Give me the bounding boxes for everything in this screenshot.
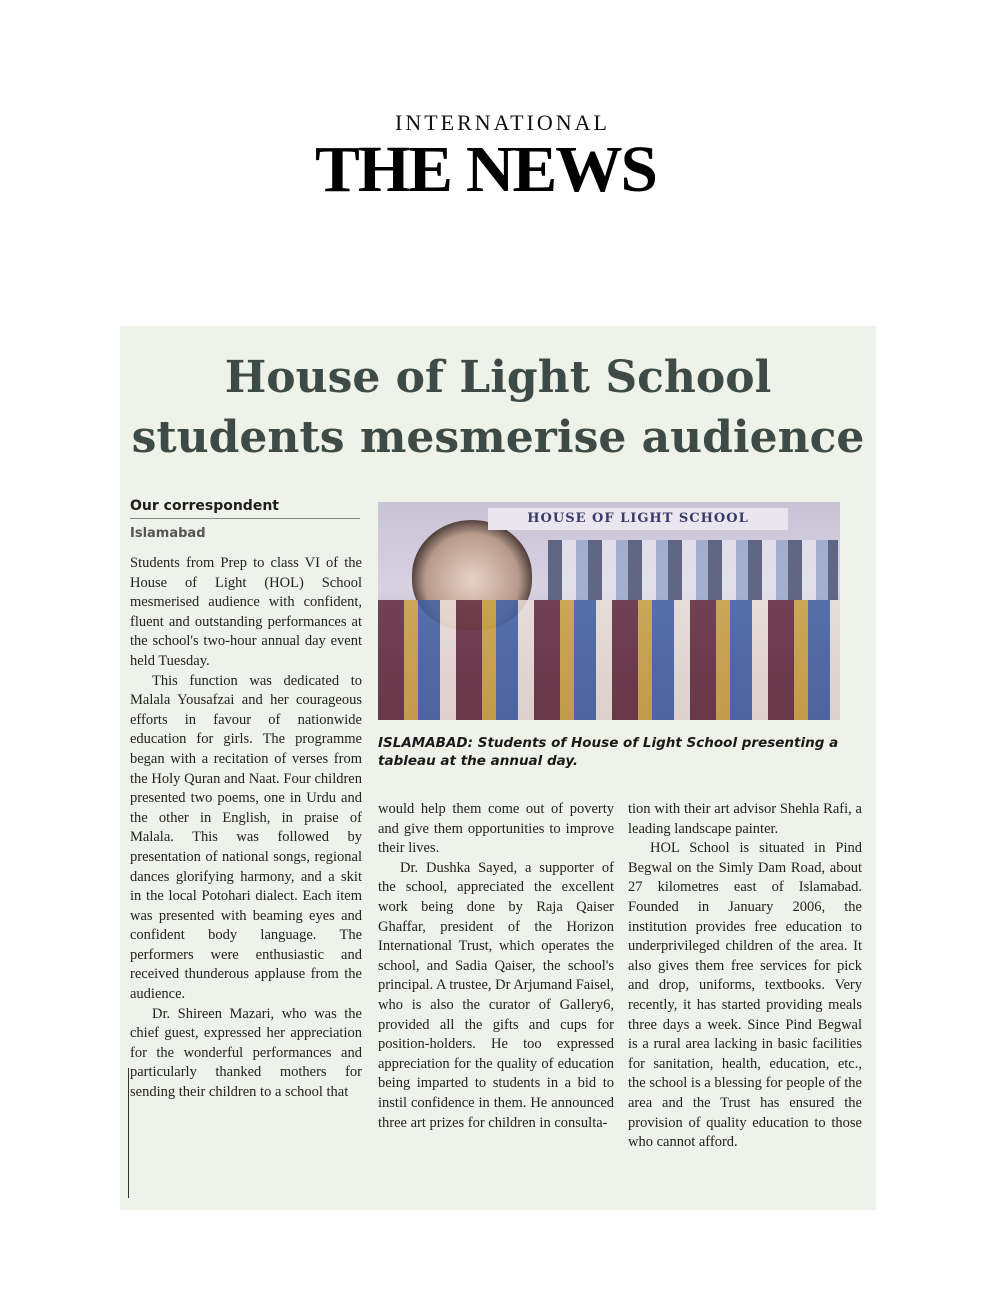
column-margin-line xyxy=(128,1068,129,1198)
article-photo xyxy=(378,502,840,720)
standing-students xyxy=(548,540,838,600)
paragraph: Students from Prep to class VI of the House of Light (HOL) School mesmerised audience with confident, fluent and outstanding performances at the school's two-hour annual day event held Tuesday. xyxy=(130,555,362,669)
photo-caption: ISLAMABAD: Students of House of Light School presenting a tableau at the annual day. xyxy=(378,735,839,769)
headline-line-1: House of Light School xyxy=(224,352,772,403)
newspaper-clipping xyxy=(120,326,876,1210)
paragraph: would help them come out of poverty and give them opportunities to improve their lives. xyxy=(378,801,614,857)
paragraph: HOL School is situated in Pind Begwal on the Simly Dam Road, about 27 kilometres east of Islamabad. Founded in January 2006, the institution provides free education to underprivileged children of the area. It also gives them free services for pick and drop, uniforms, textbooks. Very recently, it has started providing meals three days a week. Since Pind Begwal is a rural area lacking in basic facilities for sanitation, health, education, etc., the school is a blessing for people of the area and the Trust has ensured the provision of quality education to those who cannot afford. xyxy=(628,840,862,1151)
masthead-international: INTERNATIONAL xyxy=(395,110,610,135)
paragraph: tion with their art advisor Shehla Rafi, a leading landscape painter. xyxy=(628,801,862,837)
byline-rule xyxy=(130,518,360,519)
column-1 xyxy=(130,554,362,1103)
paragraph: Dr. Dushka Sayed, a supporter of the school, appreciated the excellent work being done by Raja Qaiser Ghaffar, president of the Horizon International Trust, which operates the school, and Sadia Qaiser, the school's principal. A trustee, Dr Arjumand Faisel, who is also the curator of Gallery6, provided all the gifts and cups for position-holders. He too expressed appreciation for the quality of education being imparted to students in a bid to instil confidence in them. He announced three art prizes for children in consulta- xyxy=(378,859,614,1131)
column-3 xyxy=(628,800,862,1153)
byline: Our correspondent xyxy=(130,498,279,514)
paragraph: This function was dedicated to Malala Yousafzai and her courageous efforts in favour of nationwide education for girls. The programme began with a recitation of verses from the Holy Quran and Naat. Four children presented two poems, one in Urdu and the other in English, in praise of Malala. This was followed by presentation of national songs, regional dances glorifying harmony, and a skit in the local Potohari dialect. Each item was presented with beaming eyes and confident body language. The performers were enthusiastic and received thunderous applause from the audience. xyxy=(130,672,362,1003)
column-2 xyxy=(378,800,614,1133)
paragraph: Dr. Shireen Mazari, who was the chief guest, expressed her appreciation for the wonderful performances and particularly thanked mothers for sending their children to a school that xyxy=(130,1005,362,1101)
photo-banner: HOUSE OF LIGHT SCHOOL xyxy=(488,508,788,530)
masthead xyxy=(300,100,700,220)
seated-performers xyxy=(378,600,840,720)
dateline: Islamabad xyxy=(130,526,206,541)
headline-line-2: students mesmerise audience xyxy=(131,412,865,463)
masthead-title: THE NEWS xyxy=(315,133,656,206)
headline xyxy=(120,348,876,468)
